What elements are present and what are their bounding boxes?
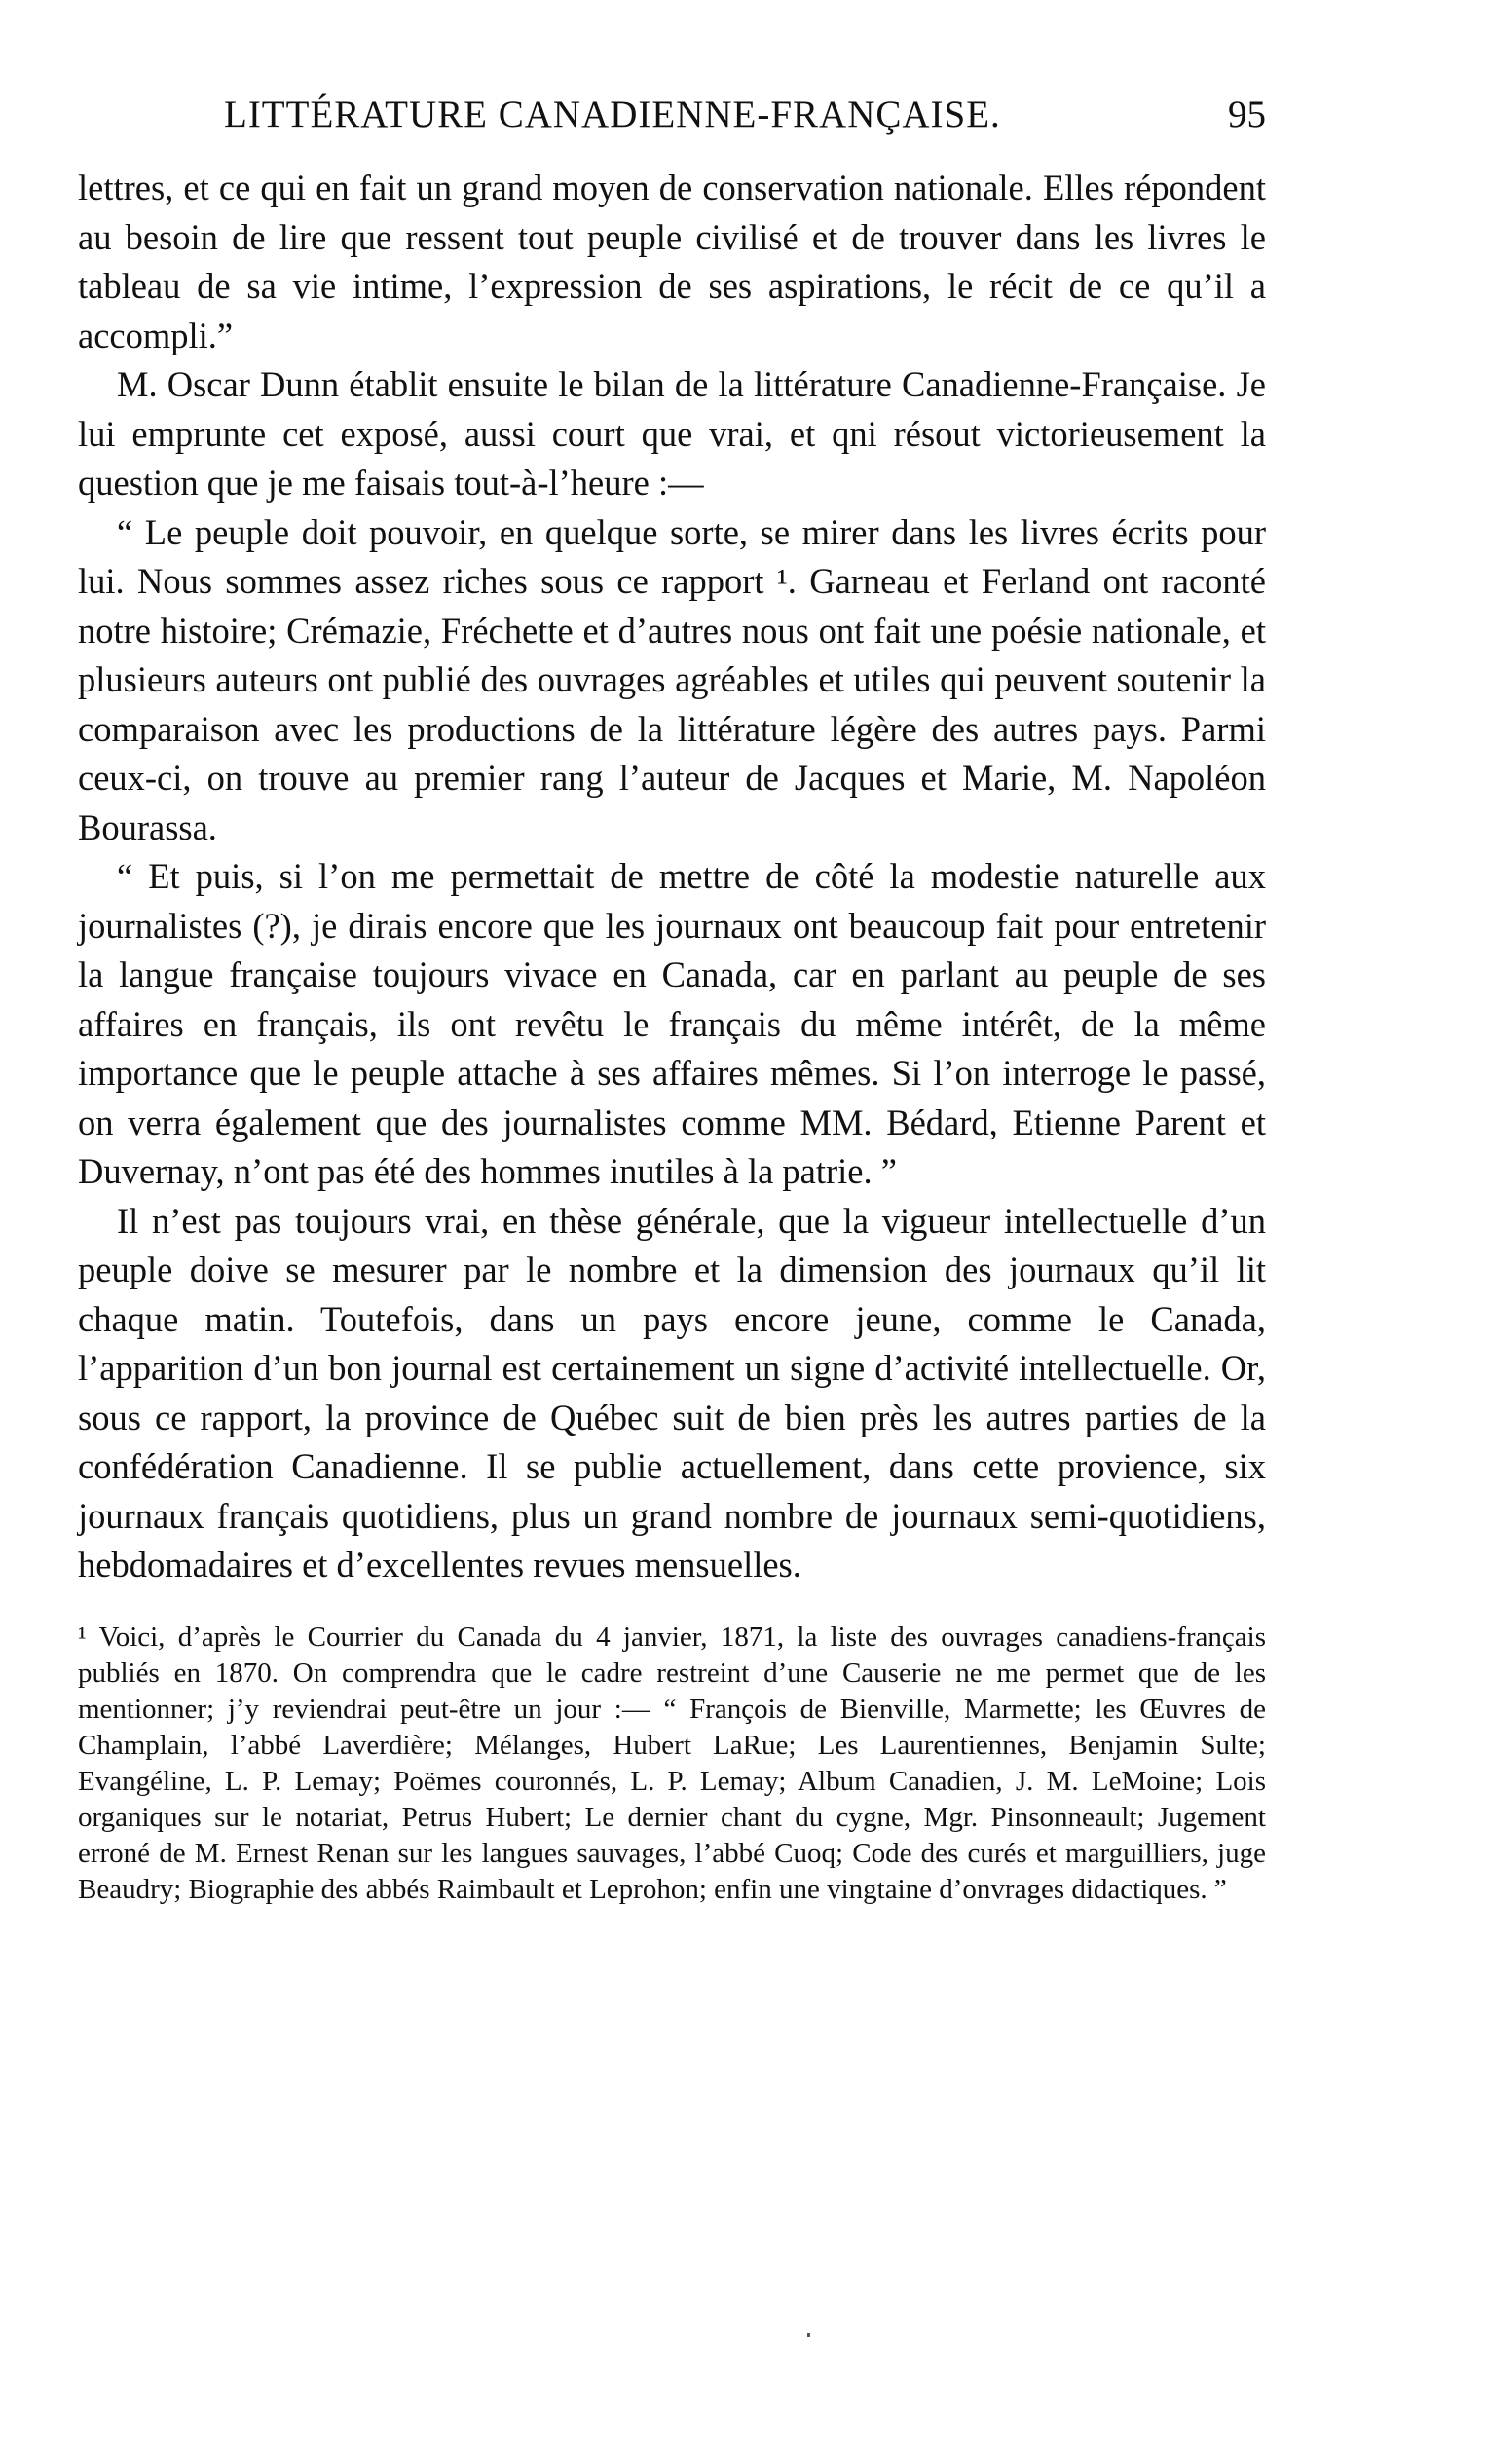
paragraph: Il n’est pas toujours vrai, en thèse générale, que la vigueur intellectuelle d’un peuple doive se mesurer par le nombre et la dimension des journaux qu’il lit chaque matin. Toutefois, dans un pays encore jeune, comme le Canada, l’apparition d’un bon journal est certainement un signe d’activité intellectuelle. Or, sous ce rapport, la province de Québec suit de bien près les autres parties de la confédération Canadienne. Il se publie actuellement, dans cette provience, six journaux français quotidiens, plus un grand nombre de journaux semi-quotidiens, hebdomadaires et d’excellentes revues mensuelles. — [78, 1200, 1266, 1585]
paragraph: “ Le peuple doit pouvoir, en quelque sorte, se mirer dans les livres écrits pour lui. Nous sommes assez riches sous ce rapport ¹. Garneau et Ferland ont raconté notre histoire; Crémazie, Fréchette et d’autres nous ont fait une poésie nationale, et plusieurs auteurs ont publié des ouvrages agréables et utiles qui peuvent soutenir la comparaison avec les productions de la littérature légère des autres pays. Parmi ceux-ci, on trouve au premier rang l’auteur de Jacques et Marie, M. Napoléon Bourassa. — [78, 511, 1266, 847]
paragraph: lettres, et ce qui en fait un grand moyen de conservation nationale. Elles répondent au besoin de lire que ressent tout peuple civilisé et de trouver dans les livres le tableau de sa vie intime, l’expression de ses aspirations, le récit de ce qu’il a accompli.” — [78, 168, 1266, 355]
page-number: 95 — [1228, 93, 1266, 135]
paragraph: M. Oscar Dunn établit ensuite le bilan de la littérature Canadienne-Française. Je lui emprunte cet exposé, aussi court que vrai, et qni résout victorieusement la question que je me faisais tout-à-l’heure :— — [78, 364, 1266, 503]
paragraph: “ Et puis, si l’on me permettait de mettre de côté la modestie naturelle aux journalistes (?), je dirais encore que les journaux ont beaucoup fait pour entretenir la langue française toujours vivace en Canada, car en parlant au peuple de ses affaires en français, ils ont revêtu le français du même intérêt, de la même importance que le peuple attache à ses affaires mêmes. Si l’on interroge le passé, on verra également que des journalistes comme MM. Bédard, Etienne Parent et Duvernay, n’ont pas été des hommes inutiles à la patrie. ” — [78, 856, 1266, 1191]
book-page — [78, 93, 1266, 1908]
footnote — [78, 1620, 1266, 1908]
page-speck — [807, 2333, 810, 2337]
running-title: LITTÉRATURE CANADIENNE-FRANÇAISE. — [224, 93, 1001, 135]
footnote-separator — [78, 1590, 1266, 1620]
running-header — [78, 93, 1266, 136]
footnote-text: ¹ Voici, d’après le Courrier du Canada du 4 janvier, 1871, la liste des ouvrages canadiens-français publiés en 1870. On comprendra que le cadre restreint d’une Causerie ne me permet que de les mentionner; j’y reviendrai peut-être un jour :— “ François de Bienville, Marmette; les Œuvres de Champlain, l’abbé Laverdière; Mélanges, Hubert LaRue; Les Laurentiennes, Benjamin Sulte; Evangéline, L. P. Lemay; Poëmes couronnés, L. P. Lemay; Album Canadien, J. M. LeMoine; Lois organiques sur le notariat, Petrus Hubert; Le dernier chant du cygne, Mgr. Pinsonneault; Jugement erroné de M. Ernest Renan sur les langues sauvages, l’abbé Cuoq; Code des curés et marguilliers, juge Beaudry; Biographie des abbés Raimbault et Leprohon; enfin une vingtaine d’onvrages didactiques. ” — [78, 1621, 1266, 1905]
body-text — [78, 164, 1266, 1590]
